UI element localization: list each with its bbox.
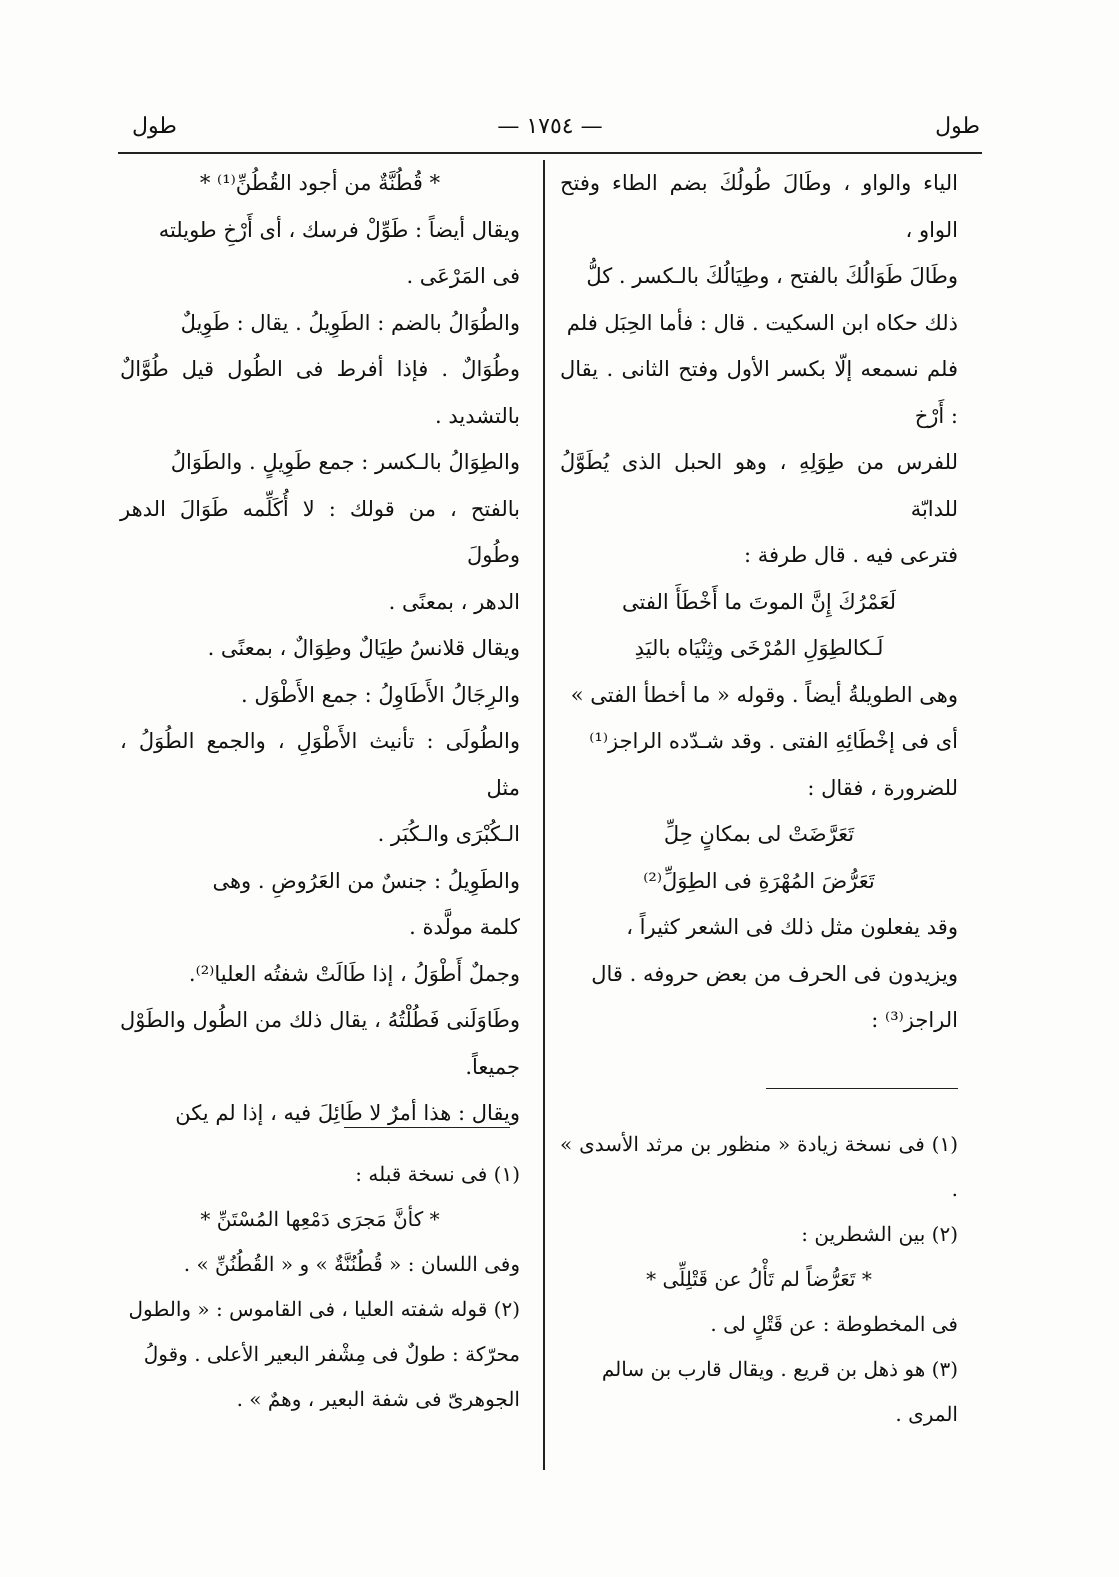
verse-line: * قُطُنَّةٌ من أجود القُطُنِّ⁽¹⁾ * (199, 171, 441, 195)
text-line: الدهر ، بمعنًى . (388, 589, 520, 614)
text-line: ذلك حكاه ابن السكيت . قال : فأما الحِبَل فلم (566, 310, 958, 335)
right-footnotes (560, 1122, 958, 1437)
text-line: الياء والواو ، وطَالَ طُولُكَ بضم الطاء وفتح الواو ، (560, 171, 958, 242)
footnote-line: المرى . (895, 1402, 958, 1426)
footnote-line: الجوهرىّ فى شفة البعير ، وهمٌ » . (236, 1387, 520, 1411)
text-line: وطَاوَلَنى فَطُلْتُهُ ، يقال ذلك من الطُول والطَوْل جميعاً. (120, 1008, 520, 1079)
text-line: فلم نسمعه إلّا بكسر الأول وفتح الثانى . يقال : أَرْخ (560, 357, 958, 428)
text-line: أى فى إخْطَائِهِ الفتى . وقد شـدّده الراجز⁽¹⁾ (589, 729, 958, 753)
text-line: وطُوَالٌ . فإذا أفرط فى الطُول قيل طُوَّالٌ بالتشديد . (120, 357, 520, 428)
verse-line: تَعَرُّضَ المُهْرَةِ فى الطِوَلِّ⁽²⁾ (643, 868, 875, 893)
text-line: للفرس من طِوَلِهِ ، وهو الحبل الذى يُطَوَّلُ للدابّة (560, 450, 958, 521)
verse-line: لَعَمْرُكَ إِنَّ الموتَ ما أَخْطَأَ الفتى (622, 589, 896, 614)
text-line: ويقال قلانسُ طِيَالٌ وطِوَالٌ ، بمعنًى . (207, 636, 520, 660)
text-line: كلمة مولَّدة . (409, 915, 520, 939)
text-line: وجملٌ أَطْوَلُ ، إذا طَالَتْ شفتُه العليا⁽²⁾. (188, 961, 520, 986)
left-column (120, 160, 520, 1137)
text-line: والطِوَالُ بالـكسر : جمع طَوِيلٍ . والطَوَالُ (170, 450, 520, 474)
text-line: بالفتح ، من قولك : لا أُكَلِّمه طَوَالَ الدهر وطُولَ (120, 496, 520, 567)
text-line: وطَالَ طَوَالُكَ بالفتح ، وطِيَالُكَ بالـكسر . كلُّ (586, 264, 958, 288)
text-line: فترعى فيه . قال طرفة : (743, 543, 958, 567)
text-line: الـكُبْرَى والـكُبَر . (377, 822, 520, 846)
text-line: للضرورة ، فقال : (807, 775, 958, 800)
page-header (120, 114, 980, 154)
text-line: ويقال : هذا أمرٌ لا طَائِلَ فيه ، إذا لم يكن (175, 1101, 520, 1125)
text-line: ويزيدون فى الحرف من بعض حروفه . قال (591, 961, 958, 986)
header-rule (118, 152, 982, 154)
footnote-line: فى المخطوطة : عن قَتْلٍ لى . (710, 1312, 958, 1336)
verse-line: تَعَرَّضَتْ لى بمكانٍ حِلِّ (663, 822, 855, 846)
footnote-rule-right (766, 1088, 958, 1089)
footnote-line: (١) فى نسخة زيادة « منظور بن مرثد الأسدى » . (560, 1132, 958, 1201)
footnote-line: محرّكة : طولٌ فى مِشْفر البعير الأعلى . وقولُ (143, 1342, 520, 1366)
footnote-verse: * تَعَرُّضاً لم تَأْلُ عن قَتْلِلِّى * (646, 1267, 872, 1291)
text-line: والطُوَالُ بالضم : الطَوِيلُ . يقال : طَوِيلٌ (180, 310, 520, 335)
text-line: والطُولَى : تأنيث الأَطْوَلِ ، والجمع الطُوَلُ ، مثل (120, 729, 520, 800)
verse-line: لَـكالطِوَلِ المُرْخَى وثِنْيَاه باليَدِ (634, 636, 884, 660)
text-line: والطَوِيلُ : جنسٌ من العَرُوضِ . وهى (212, 868, 520, 893)
text-line: ويقال أيضاً : طَوِّلْ فرسك ، أى أَرْخِ طويلته (158, 217, 520, 242)
text-line: الراجز⁽³⁾ : (871, 1008, 958, 1032)
left-footnotes (120, 1152, 520, 1422)
footnote-line: (٢) بين الشطرين : (801, 1222, 958, 1246)
page-number: — ١٧٥٤ — (497, 114, 603, 139)
text-line: والرِجَالُ الأَطَاوِلُ : جمع الأَطْوَل . (241, 682, 520, 707)
footnote-line: (٢) قوله شفته العليا ، فى القاموس : « والطول (128, 1297, 520, 1321)
footnote-rule-left (344, 1127, 510, 1128)
footnote-line: (١) فى نسخة قبله : (355, 1162, 520, 1186)
text-line: وهى الطويلةُ أيضاً . وقوله « ما أخطأ الفتى » (570, 682, 958, 707)
footnote-verse: * كأنَّ مَجرَى دَمْعِها المُسْتَنِّ * (200, 1207, 440, 1231)
text-line: فى المَرْعَى . (406, 264, 520, 288)
footnote-line: (٣) هو ذهل بن قريع . ويقال قارب بن سالم (601, 1357, 958, 1381)
header-entry-word-left: طول (132, 114, 177, 139)
footnote-line: وفى اللسان : « قُطُنُنَّةٌ » و « القُطُنُنِّ » . (183, 1252, 520, 1276)
right-column (560, 160, 958, 1044)
column-divider (543, 160, 545, 1470)
text-line: وقد يفعلون مثل ذلك فى الشعر كثيراً ، (626, 915, 958, 939)
header-entry-word-right: طول (935, 114, 980, 139)
